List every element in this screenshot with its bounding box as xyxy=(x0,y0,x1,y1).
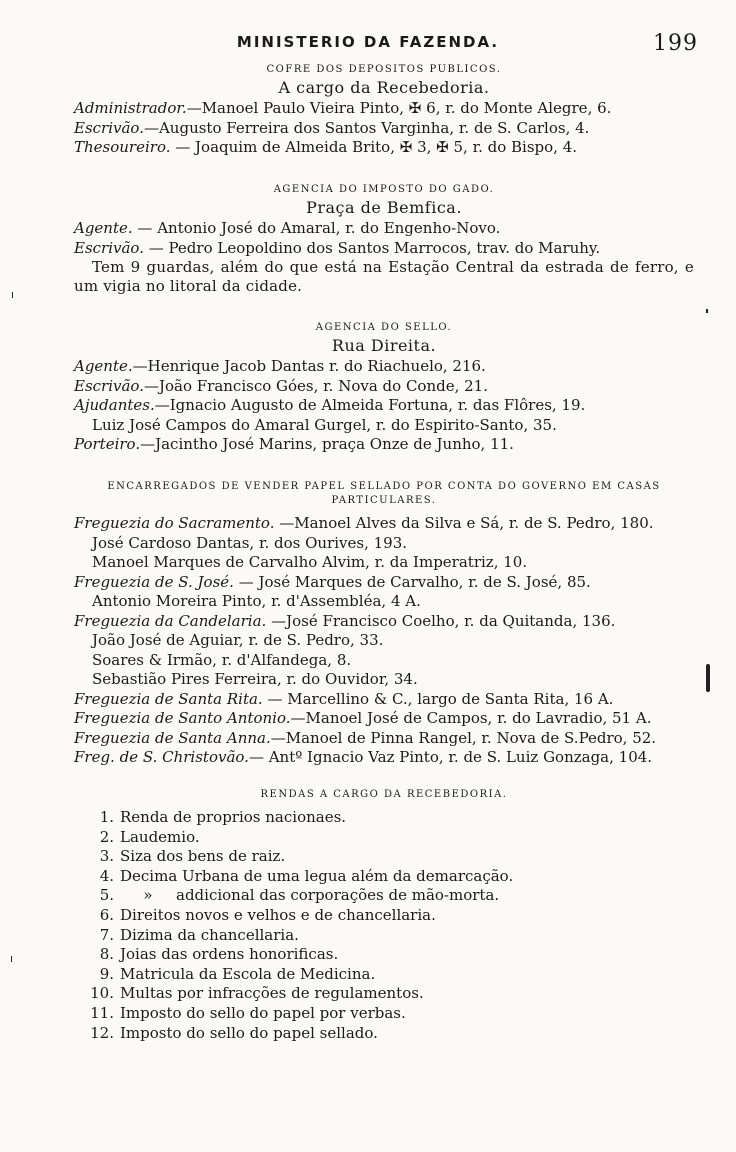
item-text: Renda de proprios nacionaes. xyxy=(120,808,347,826)
entry-line xyxy=(74,416,694,436)
entry-line xyxy=(74,651,694,671)
section-subtitle: Praça de Bemfica. xyxy=(306,198,462,217)
item-number: 2. xyxy=(99,827,114,846)
entry-line xyxy=(74,119,694,139)
section-cofre xyxy=(74,63,694,158)
list-item xyxy=(80,926,680,946)
list-item xyxy=(80,808,680,828)
item-text: Multas por infracções de regulamentos. xyxy=(120,984,424,1003)
entry-text: —Ignacio Augusto de Almeida Fortuna, r. das Flôres, 19. xyxy=(154,396,586,414)
role-label: Thesoureiro. xyxy=(74,138,171,156)
entry-text: —João Francisco Góes, r. Nova do Conde, 21. xyxy=(143,376,488,395)
page-number: 199 xyxy=(653,31,698,56)
entry-text: — Antº Ignacio Vaz Pinto, r. de S. Luiz Gonzaga, 104. xyxy=(248,748,653,766)
entry-text: —Manoel de Pinna Rangel, r. Nova de S.Pedro, 52. xyxy=(270,728,657,747)
item-number: 7. xyxy=(99,925,114,944)
entry-line xyxy=(74,729,694,749)
item-number: 9. xyxy=(99,964,114,983)
item-number: 3. xyxy=(99,847,114,866)
entry-text: Sebastião Pires Ferreira, r. do Ouvidor, 34. xyxy=(92,670,418,688)
item-text: Joias das ordens honorificas. xyxy=(120,945,339,964)
entry-line xyxy=(74,748,694,768)
ditto-mark: » xyxy=(143,886,153,905)
entry-line xyxy=(74,534,694,554)
entry-line xyxy=(74,396,694,416)
entry-line xyxy=(74,514,694,534)
entry-text: Antonio Moreira Pinto, r. d'Assembléa, 4 A. xyxy=(92,592,421,610)
entry-line xyxy=(74,219,694,239)
entry-line xyxy=(74,631,694,651)
section-subtitle: A cargo da Recebedoria. xyxy=(278,78,490,97)
role-label: Administrador. xyxy=(74,99,187,117)
role-label: Porteiro. xyxy=(74,435,141,453)
entry-line xyxy=(74,99,694,119)
item-text: Imposto do sello do papel sellado. xyxy=(120,1023,378,1042)
entry-text: — Pedro Leopoldino dos Santos Marrocos, trav. do Maruhy. xyxy=(143,238,601,257)
entry-text: —Henrique Jacob Dantas r. do Riachuelo, 216. xyxy=(132,357,486,375)
role-label: Freguezia da Candelaria. xyxy=(74,611,267,630)
entry-line xyxy=(74,709,694,729)
entry-text: João José de Aguiar, r. de S. Pedro, 33. xyxy=(92,631,384,649)
entry-text: — Marcellino & C., largo de Santa Rita, 16 A. xyxy=(262,689,614,708)
item-text: addicional das corporações de mão-morta. xyxy=(176,886,500,905)
item-number: 12. xyxy=(90,1023,114,1042)
list-item xyxy=(80,847,680,867)
item-number: 1. xyxy=(99,808,114,826)
list-item xyxy=(80,867,680,887)
page-header xyxy=(0,33,736,55)
margin-mark xyxy=(12,292,13,298)
role-label: Agente. xyxy=(74,219,133,237)
entry-line xyxy=(74,553,694,573)
item-text: Decima Urbana de uma legua além da demarcação. xyxy=(120,866,514,885)
list-item xyxy=(80,965,680,985)
item-text: Imposto do sello do papel por verbas. xyxy=(120,1003,406,1022)
item-number: 4. xyxy=(99,866,114,885)
role-label: Freguezia de Santa Anna. xyxy=(74,728,271,747)
entry-text: — José Marques de Carvalho, r. de S. José, 85. xyxy=(233,572,591,591)
item-text: Dizima da chancellaria. xyxy=(120,925,299,944)
role-label: Agente. xyxy=(74,357,133,375)
item-text: Laudemio. xyxy=(120,827,200,846)
entry-line xyxy=(74,670,694,690)
entry-text: Luiz José Campos do Amaral Gurgel, r. do Espirito-Santo, 35. xyxy=(92,415,557,434)
entry-text: —Manoel José de Campos, r. do Lavradio, 51 A. xyxy=(290,709,652,727)
section-papel xyxy=(74,480,694,768)
entry-line xyxy=(74,435,694,455)
entry-text: —Manoel Alves da Silva e Sá, r. de S. Pedro, 180. xyxy=(274,514,654,532)
role-label: Freguezia de Santo Antonio. xyxy=(74,709,291,727)
list-item xyxy=(80,906,680,926)
item-text: Direitos novos e velhos e de chancellaria. xyxy=(120,905,436,924)
list-item xyxy=(80,828,680,848)
role-label: Freg. de S. Christovão. xyxy=(74,748,249,766)
margin-mark xyxy=(706,664,710,692)
item-text: Matricula da Escola de Medicina. xyxy=(120,964,376,983)
item-number: 11. xyxy=(90,1003,114,1022)
section-title: RENDAS A CARGO DA RECEBEDORIA. xyxy=(260,789,508,800)
section-subtitle: Rua Direita. xyxy=(331,336,437,355)
role-label: Freguezia de S. José. xyxy=(74,572,234,591)
entry-line xyxy=(74,138,694,158)
rendas-list xyxy=(80,808,680,1043)
entry-text: Manoel Marques de Carvalho Alvim, r. da Imperatriz, 10. xyxy=(92,553,528,571)
section-sello xyxy=(74,321,694,455)
item-number: 6. xyxy=(99,905,114,924)
list-item xyxy=(80,1004,680,1024)
entry-text: —José Francisco Coelho, r. da Quitanda, 136. xyxy=(266,611,616,630)
note-paragraph: Tem 9 guardas, além do que está na Estação Central da estrada de ferro, e um vigia no litoral da cidade. xyxy=(74,258,694,295)
entry-line xyxy=(74,690,694,710)
section-gado xyxy=(74,183,694,296)
entry-text: — Joaquim de Almeida Brito, ✠ 3, ✠ 5, r. do Bispo, 4. xyxy=(170,138,578,156)
list-item xyxy=(80,945,680,965)
role-label: Freguezia do Sacramento. xyxy=(74,514,275,532)
entry-line xyxy=(74,573,694,593)
list-item xyxy=(80,1024,680,1044)
entry-line xyxy=(74,377,694,397)
entry-text: — Antonio José do Amaral, r. do Engenho-Novo. xyxy=(132,219,501,237)
section-rendas xyxy=(74,788,694,802)
entry-line xyxy=(74,357,694,377)
item-number: 10. xyxy=(90,984,114,1003)
role-label: Escrivão. xyxy=(74,118,144,137)
entry-text: Soares & Irmão, r. d'Alfandega, 8. xyxy=(92,650,352,669)
entry-line xyxy=(74,612,694,632)
item-number: 8. xyxy=(99,945,114,964)
list-item xyxy=(80,886,680,906)
section-title: COFRE DOS DEPOSITOS PUBLICOS. xyxy=(266,64,502,75)
entry-line xyxy=(74,592,694,612)
entry-text: José Cardoso Dantas, r. dos Ourives, 193. xyxy=(92,533,408,552)
entry-text: —Manoel Paulo Vieira Pinto, ✠ 6, r. do Monte Alegre, 6. xyxy=(186,99,612,117)
role-label: Escrivão. xyxy=(74,238,144,257)
running-title: MINISTERIO DA FAZENDA. xyxy=(236,33,500,51)
role-label: Freguezia de Santa Rita. xyxy=(74,689,263,708)
entry-line xyxy=(74,239,694,259)
section-title: AGENCIA DO SELLO. xyxy=(315,322,453,333)
entry-text: —Augusto Ferreira dos Santos Varginha, r. de S. Carlos, 4. xyxy=(143,118,590,137)
list-item xyxy=(80,984,680,1004)
entry-text: —Jacintho José Marins, praça Onze de Junho, 11. xyxy=(140,435,514,453)
section-title: AGENCIA DO IMPOSTO DO GADO. xyxy=(273,184,495,195)
role-label: Escrivão. xyxy=(74,376,144,395)
margin-mark xyxy=(706,309,708,313)
item-number: 5. xyxy=(99,886,114,905)
section-title: ENCARREGADOS DE VENDER PAPEL SELLADO POR CONTA DO GOVERNO EM CASAS PARTICULARES. xyxy=(107,481,661,506)
margin-mark xyxy=(11,956,12,962)
item-text: Siza dos bens de raiz. xyxy=(120,847,286,866)
role-label: Ajudantes. xyxy=(74,396,155,414)
